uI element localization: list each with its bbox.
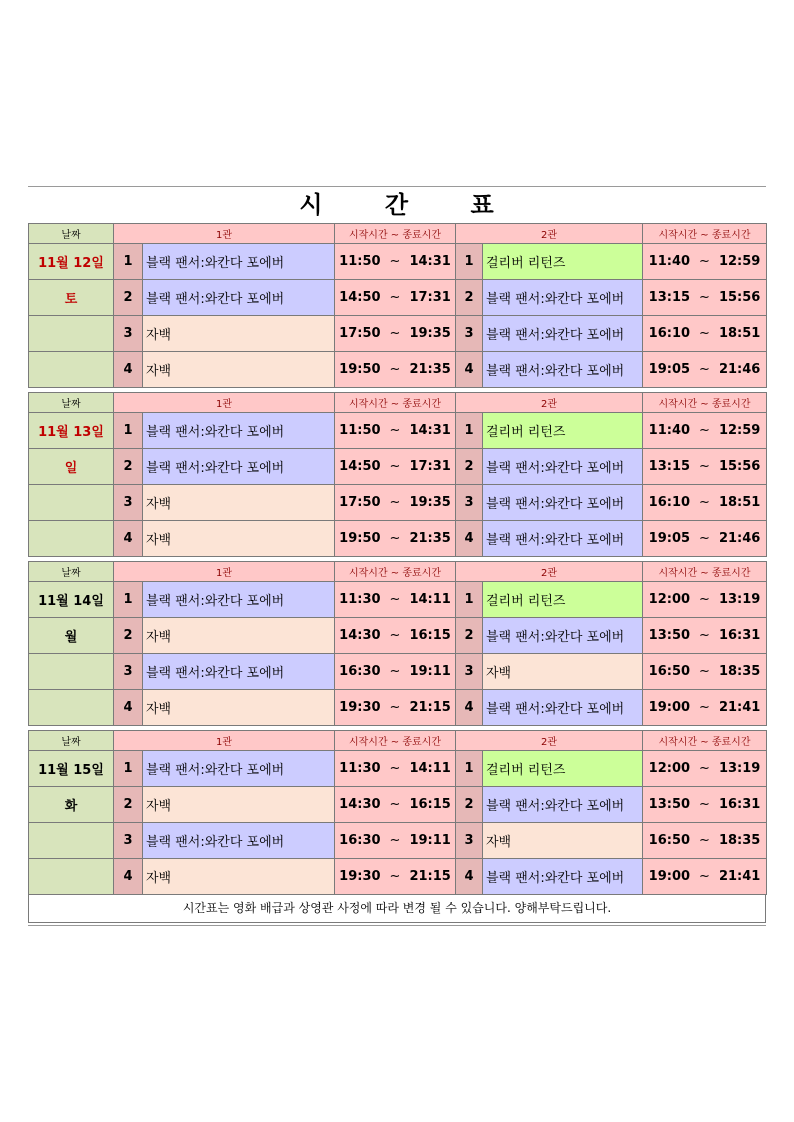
table-row bbox=[29, 654, 767, 690]
hall1-show-number: 1 bbox=[114, 751, 143, 787]
table-row bbox=[29, 280, 767, 316]
hall2-show-number: 1 bbox=[456, 413, 483, 449]
hall1-film-title: 자백 bbox=[143, 316, 335, 352]
end-time: 14:11 bbox=[409, 592, 451, 607]
end-time: 14:11 bbox=[409, 761, 451, 776]
start-time: 13:15 bbox=[648, 290, 691, 305]
start-time: 13:15 bbox=[648, 459, 691, 474]
hall2-show-number: 1 bbox=[456, 582, 483, 618]
page-title bbox=[28, 187, 766, 223]
date-header: 날짜 bbox=[29, 393, 114, 413]
time-separator: ~ bbox=[389, 326, 401, 341]
hall2-header: 2관 bbox=[456, 731, 643, 751]
hall1-film-title: 자백 bbox=[143, 352, 335, 388]
hall2-show-number: 2 bbox=[456, 280, 483, 316]
hall1-film-title: 자백 bbox=[143, 485, 335, 521]
start-time: 11:40 bbox=[648, 423, 691, 438]
time-separator: ~ bbox=[389, 459, 401, 474]
hall1-film-title: 블랙 팬서:와칸다 포에버 bbox=[143, 280, 335, 316]
hall2-film-title: 블랙 팬서:와칸다 포에버 bbox=[483, 280, 643, 316]
start-time: 13:50 bbox=[648, 797, 691, 812]
hall2-showtime bbox=[643, 316, 767, 352]
start-time: 16:50 bbox=[648, 833, 691, 848]
time-separator: ~ bbox=[699, 664, 710, 679]
start-time: 19:00 bbox=[648, 700, 691, 715]
start-time: 17:50 bbox=[339, 326, 381, 341]
date-blank-cell bbox=[29, 859, 114, 895]
hall2-film-title: 걸리버 리턴즈 bbox=[483, 413, 643, 449]
start-time: 19:05 bbox=[648, 531, 691, 546]
hall1-film-title: 블랙 팬서:와칸다 포에버 bbox=[143, 582, 335, 618]
hall1-show-number: 3 bbox=[114, 654, 143, 690]
time-separator: ~ bbox=[699, 869, 710, 884]
date-header: 날짜 bbox=[29, 562, 114, 582]
end-time: 14:31 bbox=[409, 423, 451, 438]
time-separator: ~ bbox=[699, 362, 710, 377]
table-row bbox=[29, 352, 767, 388]
time-separator: ~ bbox=[699, 254, 710, 269]
hall1-film-title: 블랙 팬서:와칸다 포에버 bbox=[143, 244, 335, 280]
hall1-showtime bbox=[335, 859, 456, 895]
time-separator: ~ bbox=[389, 761, 401, 776]
hall2-film-title: 블랙 팬서:와칸다 포에버 bbox=[483, 485, 643, 521]
hall2-showtime bbox=[643, 618, 767, 654]
hall1-showtime bbox=[335, 787, 456, 823]
end-time: 21:15 bbox=[409, 700, 451, 715]
hall2-header: 2관 bbox=[456, 393, 643, 413]
time-separator: ~ bbox=[389, 362, 401, 377]
time-separator: ~ bbox=[699, 423, 710, 438]
end-time: 21:41 bbox=[718, 700, 761, 715]
hall2-header: 2관 bbox=[456, 224, 643, 244]
time-header: 시작시간 ~ 종료시간 bbox=[335, 562, 456, 582]
start-time: 19:05 bbox=[648, 362, 691, 377]
end-time: 21:35 bbox=[409, 362, 451, 377]
day-table bbox=[28, 730, 767, 895]
hall2-showtime bbox=[643, 690, 767, 726]
date-blank-cell bbox=[29, 485, 114, 521]
footer-notice: 시간표는 영화 배급과 상영관 사정에 따라 변경 될 수 있습니다. 양해부탁드립니다. bbox=[28, 895, 766, 923]
time-separator: ~ bbox=[389, 495, 401, 510]
hall2-film-title: 블랙 팬서:와칸다 포에버 bbox=[483, 449, 643, 485]
time-separator: ~ bbox=[389, 664, 401, 679]
hall1-show-number: 3 bbox=[114, 316, 143, 352]
table-row bbox=[29, 690, 767, 726]
weekday-cell: 토 bbox=[29, 280, 114, 316]
hall1-showtime bbox=[335, 449, 456, 485]
start-time: 16:30 bbox=[339, 664, 381, 679]
end-time: 19:11 bbox=[409, 833, 451, 848]
time-separator: ~ bbox=[389, 290, 401, 305]
start-time: 12:00 bbox=[648, 592, 691, 607]
end-time: 21:46 bbox=[718, 362, 761, 377]
weekday-cell: 일 bbox=[29, 449, 114, 485]
end-time: 16:31 bbox=[718, 628, 761, 643]
start-time: 11:40 bbox=[648, 254, 691, 269]
hall1-showtime bbox=[335, 582, 456, 618]
end-time: 16:31 bbox=[718, 797, 761, 812]
hall1-show-number: 4 bbox=[114, 690, 143, 726]
start-time: 14:30 bbox=[339, 628, 381, 643]
header-row bbox=[29, 731, 767, 751]
start-time: 19:50 bbox=[339, 531, 381, 546]
start-time: 11:50 bbox=[339, 423, 381, 438]
hall1-film-title: 자백 bbox=[143, 521, 335, 557]
date-blank-cell bbox=[29, 690, 114, 726]
day-table bbox=[28, 561, 767, 726]
header-row bbox=[29, 562, 767, 582]
title-char: 표 bbox=[470, 191, 495, 219]
hall1-show-number: 3 bbox=[114, 823, 143, 859]
table-row bbox=[29, 316, 767, 352]
end-time: 13:19 bbox=[718, 761, 761, 776]
hall1-film-title: 자백 bbox=[143, 787, 335, 823]
hall2-showtime bbox=[643, 413, 767, 449]
hall1-film-title: 블랙 팬서:와칸다 포에버 bbox=[143, 751, 335, 787]
hall1-show-number: 4 bbox=[114, 352, 143, 388]
end-time: 19:35 bbox=[409, 326, 451, 341]
hall2-header: 2관 bbox=[456, 562, 643, 582]
table-row bbox=[29, 618, 767, 654]
hall1-show-number: 4 bbox=[114, 859, 143, 895]
time-separator: ~ bbox=[699, 700, 710, 715]
time-separator: ~ bbox=[699, 459, 710, 474]
hall2-showtime bbox=[643, 823, 767, 859]
hall2-show-number: 4 bbox=[456, 690, 483, 726]
hall2-show-number: 2 bbox=[456, 449, 483, 485]
hall2-film-title: 걸리버 리턴즈 bbox=[483, 244, 643, 280]
start-time: 16:30 bbox=[339, 833, 381, 848]
end-time: 21:46 bbox=[718, 531, 761, 546]
hall1-film-title: 블랙 팬서:와칸다 포에버 bbox=[143, 654, 335, 690]
hall2-show-number: 3 bbox=[456, 316, 483, 352]
start-time: 11:30 bbox=[339, 761, 381, 776]
table-row bbox=[29, 751, 767, 787]
hall2-film-title: 블랙 팬서:와칸다 포에버 bbox=[483, 787, 643, 823]
end-time: 21:41 bbox=[718, 869, 761, 884]
hall2-film-title: 블랙 팬서:와칸다 포에버 bbox=[483, 521, 643, 557]
hall1-show-number: 1 bbox=[114, 582, 143, 618]
hall1-show-number: 4 bbox=[114, 521, 143, 557]
table-row bbox=[29, 485, 767, 521]
hall1-show-number: 2 bbox=[114, 787, 143, 823]
title-char: 간 bbox=[384, 191, 410, 219]
time-header: 시작시간 ~ 종료시간 bbox=[643, 224, 767, 244]
end-time: 13:19 bbox=[718, 592, 761, 607]
end-time: 12:59 bbox=[718, 423, 761, 438]
table-row bbox=[29, 582, 767, 618]
hall2-show-number: 4 bbox=[456, 859, 483, 895]
date-cell: 11월 14일 bbox=[29, 582, 114, 618]
start-time: 14:30 bbox=[339, 797, 381, 812]
hall2-show-number: 2 bbox=[456, 618, 483, 654]
table-row bbox=[29, 244, 767, 280]
start-time: 16:10 bbox=[648, 495, 691, 510]
table-row bbox=[29, 859, 767, 895]
hall2-showtime bbox=[643, 751, 767, 787]
start-time: 17:50 bbox=[339, 495, 381, 510]
start-time: 14:50 bbox=[339, 290, 381, 305]
hall1-showtime bbox=[335, 413, 456, 449]
hall1-showtime bbox=[335, 690, 456, 726]
start-time: 19:30 bbox=[339, 869, 381, 884]
time-header: 시작시간 ~ 종료시간 bbox=[335, 393, 456, 413]
start-time: 13:50 bbox=[648, 628, 691, 643]
hall2-show-number: 1 bbox=[456, 244, 483, 280]
hall2-showtime bbox=[643, 582, 767, 618]
end-time: 16:15 bbox=[409, 797, 451, 812]
weekday-cell: 화 bbox=[29, 787, 114, 823]
hall1-show-number: 1 bbox=[114, 244, 143, 280]
hall2-showtime bbox=[643, 352, 767, 388]
end-time: 15:56 bbox=[718, 290, 761, 305]
end-time: 18:35 bbox=[718, 833, 761, 848]
time-header: 시작시간 ~ 종료시간 bbox=[335, 224, 456, 244]
hall1-film-title: 블랙 팬서:와칸다 포에버 bbox=[143, 823, 335, 859]
time-separator: ~ bbox=[389, 628, 401, 643]
day-tables bbox=[28, 223, 766, 895]
start-time: 16:10 bbox=[648, 326, 691, 341]
hall2-showtime bbox=[643, 449, 767, 485]
hall1-show-number: 3 bbox=[114, 485, 143, 521]
end-time: 16:15 bbox=[409, 628, 451, 643]
end-time: 21:35 bbox=[409, 531, 451, 546]
hall1-showtime bbox=[335, 485, 456, 521]
hall2-showtime bbox=[643, 521, 767, 557]
time-separator: ~ bbox=[389, 531, 401, 546]
hall1-showtime bbox=[335, 823, 456, 859]
hall2-showtime bbox=[643, 787, 767, 823]
time-separator: ~ bbox=[389, 592, 401, 607]
hall1-showtime bbox=[335, 521, 456, 557]
end-time: 21:15 bbox=[409, 869, 451, 884]
hall2-film-title: 블랙 팬서:와칸다 포에버 bbox=[483, 859, 643, 895]
bottom-divider bbox=[28, 925, 766, 926]
hall2-film-title: 걸리버 리턴즈 bbox=[483, 582, 643, 618]
hall1-showtime bbox=[335, 751, 456, 787]
time-separator: ~ bbox=[389, 700, 401, 715]
end-time: 18:51 bbox=[718, 326, 761, 341]
hall1-show-number: 2 bbox=[114, 280, 143, 316]
date-blank-cell bbox=[29, 352, 114, 388]
hall2-film-title: 블랙 팬서:와칸다 포에버 bbox=[483, 316, 643, 352]
time-separator: ~ bbox=[389, 797, 401, 812]
hall2-show-number: 3 bbox=[456, 485, 483, 521]
hall1-showtime bbox=[335, 618, 456, 654]
time-header: 시작시간 ~ 종료시간 bbox=[643, 731, 767, 751]
start-time: 19:30 bbox=[339, 700, 381, 715]
hall2-showtime bbox=[643, 654, 767, 690]
hall1-film-title: 자백 bbox=[143, 859, 335, 895]
time-header: 시작시간 ~ 종료시간 bbox=[643, 562, 767, 582]
hall1-header: 1관 bbox=[114, 562, 335, 582]
start-time: 19:00 bbox=[648, 869, 691, 884]
hall1-showtime bbox=[335, 654, 456, 690]
hall2-film-title: 블랙 팬서:와칸다 포에버 bbox=[483, 352, 643, 388]
header-row bbox=[29, 224, 767, 244]
hall2-showtime bbox=[643, 280, 767, 316]
time-separator: ~ bbox=[389, 869, 401, 884]
weekday-cell: 월 bbox=[29, 618, 114, 654]
hall2-show-number: 3 bbox=[456, 654, 483, 690]
time-header: 시작시간 ~ 종료시간 bbox=[335, 731, 456, 751]
hall1-header: 1관 bbox=[114, 224, 335, 244]
hall1-showtime bbox=[335, 316, 456, 352]
hall2-showtime bbox=[643, 244, 767, 280]
time-header: 시작시간 ~ 종료시간 bbox=[643, 393, 767, 413]
date-cell: 11월 15일 bbox=[29, 751, 114, 787]
table-row bbox=[29, 823, 767, 859]
hall1-header: 1관 bbox=[114, 393, 335, 413]
hall2-show-number: 1 bbox=[456, 751, 483, 787]
time-separator: ~ bbox=[699, 495, 710, 510]
time-separator: ~ bbox=[699, 797, 710, 812]
end-time: 17:31 bbox=[409, 459, 451, 474]
hall2-show-number: 4 bbox=[456, 521, 483, 557]
time-separator: ~ bbox=[699, 761, 710, 776]
table-row bbox=[29, 787, 767, 823]
hall1-film-title: 블랙 팬서:와칸다 포에버 bbox=[143, 449, 335, 485]
hall2-film-title: 블랙 팬서:와칸다 포에버 bbox=[483, 690, 643, 726]
hall2-show-number: 4 bbox=[456, 352, 483, 388]
hall2-showtime bbox=[643, 485, 767, 521]
end-time: 12:59 bbox=[718, 254, 761, 269]
end-time: 19:35 bbox=[409, 495, 451, 510]
date-header: 날짜 bbox=[29, 224, 114, 244]
hall1-showtime bbox=[335, 352, 456, 388]
end-time: 14:31 bbox=[409, 254, 451, 269]
hall1-film-title: 자백 bbox=[143, 618, 335, 654]
hall2-film-title: 자백 bbox=[483, 654, 643, 690]
time-separator: ~ bbox=[389, 254, 401, 269]
hall1-show-number: 1 bbox=[114, 413, 143, 449]
end-time: 18:51 bbox=[718, 495, 761, 510]
hall2-film-title: 블랙 팬서:와칸다 포에버 bbox=[483, 618, 643, 654]
header-row bbox=[29, 393, 767, 413]
hall1-header: 1관 bbox=[114, 731, 335, 751]
time-separator: ~ bbox=[699, 628, 710, 643]
day-table bbox=[28, 392, 767, 557]
date-blank-cell bbox=[29, 654, 114, 690]
table-row bbox=[29, 449, 767, 485]
hall1-film-title: 블랙 팬서:와칸다 포에버 bbox=[143, 413, 335, 449]
hall2-showtime bbox=[643, 859, 767, 895]
time-separator: ~ bbox=[699, 326, 710, 341]
start-time: 16:50 bbox=[648, 664, 691, 679]
time-separator: ~ bbox=[389, 833, 401, 848]
table-row bbox=[29, 413, 767, 449]
hall1-show-number: 2 bbox=[114, 618, 143, 654]
date-blank-cell bbox=[29, 823, 114, 859]
title-char: 시 bbox=[299, 191, 324, 219]
time-separator: ~ bbox=[389, 423, 401, 438]
hall2-film-title: 자백 bbox=[483, 823, 643, 859]
hall1-showtime bbox=[335, 244, 456, 280]
end-time: 18:35 bbox=[718, 664, 761, 679]
end-time: 19:11 bbox=[409, 664, 451, 679]
hall1-showtime bbox=[335, 280, 456, 316]
hall2-film-title: 걸리버 리턴즈 bbox=[483, 751, 643, 787]
start-time: 11:30 bbox=[339, 592, 381, 607]
time-separator: ~ bbox=[699, 290, 710, 305]
hall2-show-number: 3 bbox=[456, 823, 483, 859]
end-time: 15:56 bbox=[718, 459, 761, 474]
start-time: 12:00 bbox=[648, 761, 691, 776]
date-header: 날짜 bbox=[29, 731, 114, 751]
hall1-show-number: 2 bbox=[114, 449, 143, 485]
timetable-sheet bbox=[28, 186, 766, 926]
date-cell: 11월 13일 bbox=[29, 413, 114, 449]
start-time: 19:50 bbox=[339, 362, 381, 377]
date-blank-cell bbox=[29, 521, 114, 557]
end-time: 17:31 bbox=[409, 290, 451, 305]
table-row bbox=[29, 521, 767, 557]
date-blank-cell bbox=[29, 316, 114, 352]
time-separator: ~ bbox=[699, 833, 710, 848]
hall2-show-number: 2 bbox=[456, 787, 483, 823]
date-cell: 11월 12일 bbox=[29, 244, 114, 280]
day-table bbox=[28, 223, 767, 388]
time-separator: ~ bbox=[699, 531, 710, 546]
start-time: 11:50 bbox=[339, 254, 381, 269]
time-separator: ~ bbox=[699, 592, 710, 607]
start-time: 14:50 bbox=[339, 459, 381, 474]
hall1-film-title: 자백 bbox=[143, 690, 335, 726]
